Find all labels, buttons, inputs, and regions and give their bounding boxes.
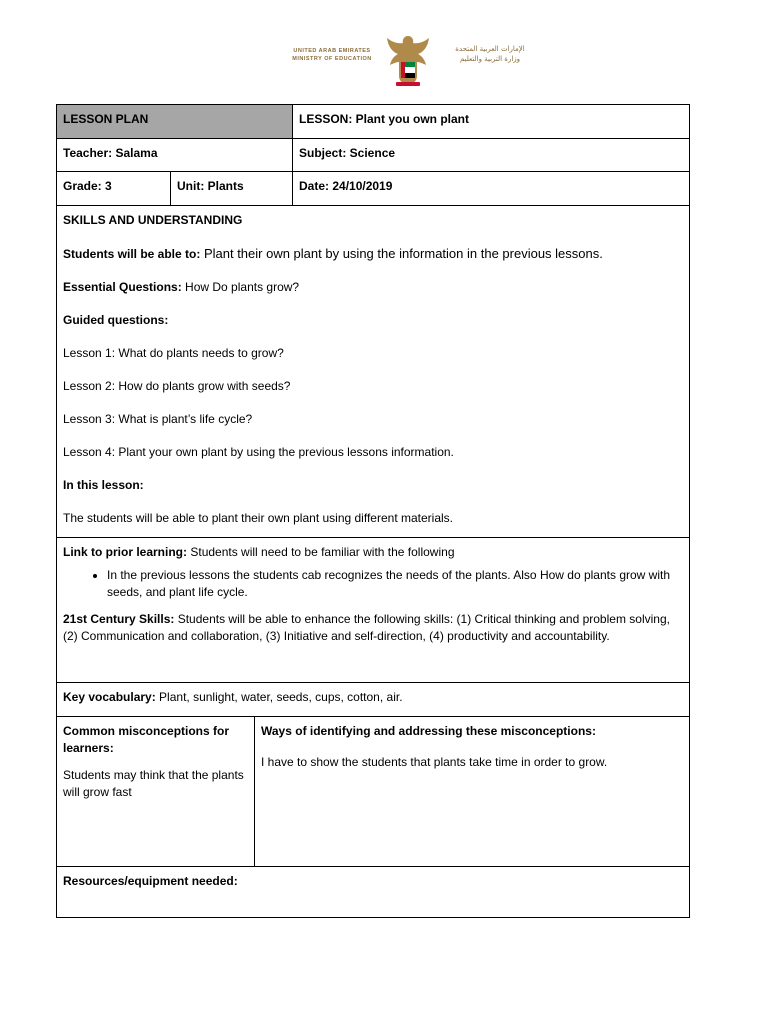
teacher-field: Teacher: Salama [57,139,293,172]
ministry-ar-line1: الإمارات العربية المتحدة [455,45,525,53]
list-item: • In the previous lessons the students cab recognizes the needs of the plants. Also How do plants grow with seeds, and plant life cycle. [107,567,683,601]
ministry-ar-line2: وزارة التربية والتعليم [459,55,521,63]
ministry-name-english [283,47,381,63]
prior-learning-line [63,544,683,561]
resources-section: Resources/equipment needed: [57,867,690,918]
misconceptions-heading: Common misconceptions for learners: [63,724,230,755]
subject-field: Subject: Science [293,139,690,172]
prior-learning-label: Link to prior learning: [63,545,188,559]
addressing-heading: Ways of identifying and addressing these misconceptions: [261,724,596,738]
in-this-lesson-text: The students will be able to plant their own plant using different materials. [63,511,453,525]
lesson-plan-title: LESSON PLAN [57,105,293,139]
misconceptions-text: Students may think that the plants will grow fast [63,768,244,799]
date-field: Date: 24/10/2019 [293,172,690,206]
21st-century-skills-text: Students will be able to enhance the following skills: (1) Critical thinking and problem solving, (2) Communication and collaboration, (3) Initiative and self-direction, (4) productivity and accountability. [63,612,670,643]
lesson-2-question: Lesson 2: How do plants grow with seeds? [63,379,291,393]
misconceptions-right-cell [255,717,690,867]
ministry-name-arabic [440,44,540,64]
essential-questions-line [63,279,683,296]
lesson-3-question: Lesson 3: What is plant’s life cycle? [63,412,253,426]
essential-label: Essential Questions: [63,280,182,294]
falcon-emblem-icon [384,32,432,88]
able-to-line [63,245,683,263]
skills-section [57,206,690,538]
key-vocabulary-text: Plant, sunlight, water, seeds, cups, cotton, air. [155,690,403,704]
lesson-1-question: Lesson 1: What do plants needs to grow? [63,346,284,360]
key-vocabulary-section [57,683,690,717]
in-this-lesson-label: In this lesson: [63,478,144,492]
able-to-label: Students will be able to: [63,247,201,261]
unit-field: Unit: Plants [171,172,293,206]
prior-learning-section [57,538,690,683]
guided-questions-label: Guided questions: [63,313,169,327]
essential-text: How Do plants grow? [181,280,300,294]
lesson-name: LESSON: Plant you own plant [293,105,690,139]
prior-learning-list [63,567,683,601]
key-vocabulary-label: Key vocabulary: [63,690,156,704]
ministry-en-line2: MINISTRY OF EDUCATION [292,56,372,62]
addressing-text: I have to show the students that plants take time in order to grow. [261,755,608,769]
ministry-en-line1: UNITED ARAB EMIRATES [293,48,371,54]
lesson-4-question: Lesson 4: Plant your own plant by using the previous lessons information. [63,445,454,459]
grade-field: Grade: 3 [57,172,171,206]
able-to-text: Plant their own plant by using the information in the previous lessons. [200,246,603,261]
document-header [0,30,768,96]
misconceptions-left-cell [57,717,255,867]
prior-learning-text: Students will need to be familiar with the following [187,545,455,559]
21st-century-skills-label: 21st Century Skills: [63,612,175,626]
skills-heading: SKILLS AND UNDERSTANDING [63,213,243,227]
21st-century-skills-line [63,611,683,645]
lesson-plan-table [56,104,690,918]
